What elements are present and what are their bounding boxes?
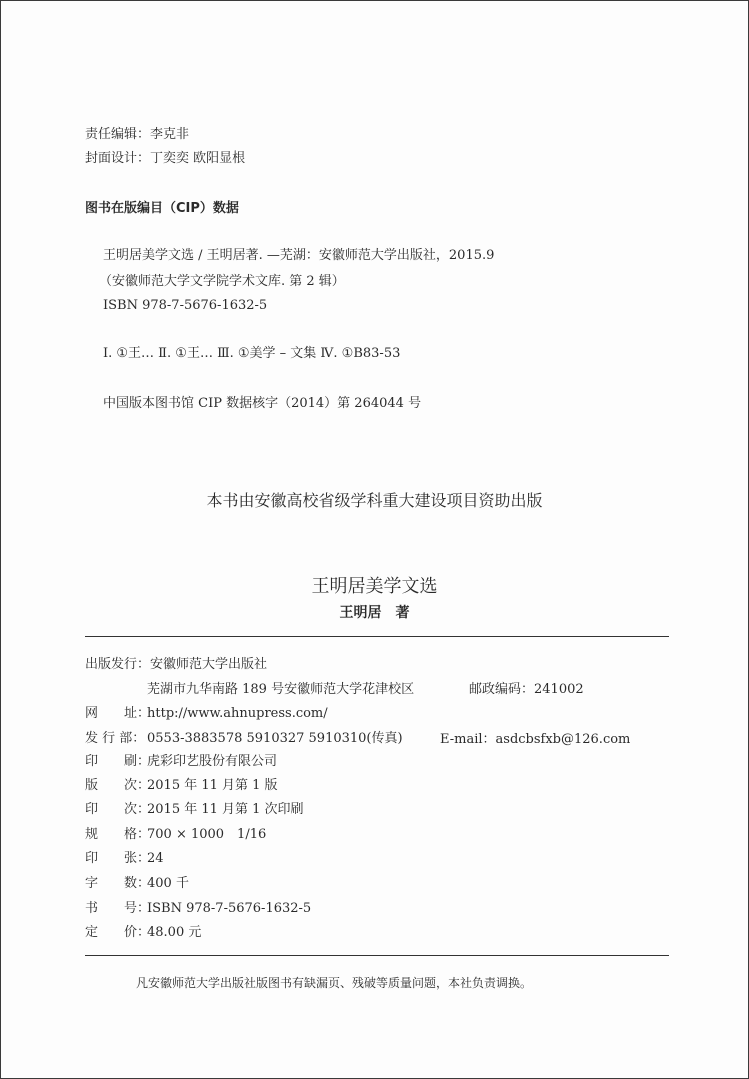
bottom-rule: [85, 955, 669, 956]
email: E-mail：asdcbsfxb@126.com: [440, 732, 631, 747]
words-value: 400 千: [147, 876, 189, 891]
edition-value: 2015 年 11 月第 1 版: [147, 778, 278, 793]
edition-row: [85, 778, 278, 794]
website-row: [85, 706, 328, 722]
cip-line-2: （安徽师范大学文学院学术文库. 第 2 辑）: [99, 274, 345, 289]
price-row: [85, 925, 201, 941]
cip-record: 中国版本图书馆 CIP 数据核字（2014）第 264044 号: [103, 396, 422, 411]
printer-value: 虎彩印艺股份有限公司: [147, 754, 278, 769]
website-label: 网 址：: [85, 706, 151, 721]
cip-classification: Ⅰ. ①王… Ⅱ. ①王… Ⅲ. ①美学 – 文集 Ⅳ. ①B83-53: [103, 346, 401, 361]
editor-credit: 责任编辑：李克非: [85, 127, 190, 142]
edition-label: 版 次：: [85, 778, 151, 793]
sheets-label: 印 张：: [85, 851, 151, 866]
sheets-row: [85, 851, 164, 867]
book-title: 王明居美学文选: [311, 576, 438, 597]
book-author: 王明居 著: [339, 605, 410, 621]
words-label: 字 数：: [85, 876, 151, 891]
printing-value: 2015 年 11 月第 1 次印刷: [147, 802, 304, 817]
top-rule: [85, 636, 669, 637]
phone-label: 发 行 部：: [85, 731, 146, 746]
book-number-label: 书 号：: [85, 901, 151, 916]
book-number-row: [85, 901, 311, 917]
funding-note: 本书由安徽高校省级学科重大建设项目资助出版: [206, 491, 543, 510]
printing-label: 印 次：: [85, 802, 151, 817]
cip-heading: 图书在版编目（CIP）数据: [85, 201, 239, 216]
cip-line-1: 王明居美学文选 / 王明居著. —芜湖：安徽师范大学出版社，2015.9: [103, 248, 495, 263]
cover-design-credit: 封面设计：丁奕奕 欧阳显根: [85, 151, 246, 166]
address: 芜湖市九华南路 189 号安徽师范大学花津校区: [147, 682, 415, 697]
sheets-value: 24: [147, 851, 164, 866]
price-value: 48.00 元: [147, 925, 202, 940]
phone-value: 0553-3883578 5910327 5910310(传真): [147, 731, 403, 746]
cip-isbn: ISBN 978-7-5676-1632-5: [103, 298, 268, 313]
printer-row: [85, 754, 277, 770]
format-row: [85, 827, 266, 843]
postcode: 邮政编码：241002: [469, 682, 584, 697]
words-row: [85, 876, 189, 892]
phone-row: [85, 731, 403, 747]
website-value: http://www.ahnupress.com/: [147, 706, 328, 721]
printer-label: 印 刷：: [85, 754, 151, 769]
book-number-value: ISBN 978-7-5676-1632-5: [147, 901, 312, 916]
format-value: 700 × 1000 1/16: [147, 827, 267, 842]
printing-row: [85, 802, 304, 818]
publisher-row: [85, 657, 267, 673]
publisher-label: 出版发行：: [85, 657, 151, 672]
format-label: 规 格：: [85, 827, 151, 842]
footer-note: 凡安徽师范大学出版社版图书有缺漏页、残破等质量问题，本社负责调换。: [136, 976, 533, 990]
price-label: 定 价：: [85, 925, 151, 940]
publisher-value: 安徽师范大学出版社: [150, 657, 268, 672]
